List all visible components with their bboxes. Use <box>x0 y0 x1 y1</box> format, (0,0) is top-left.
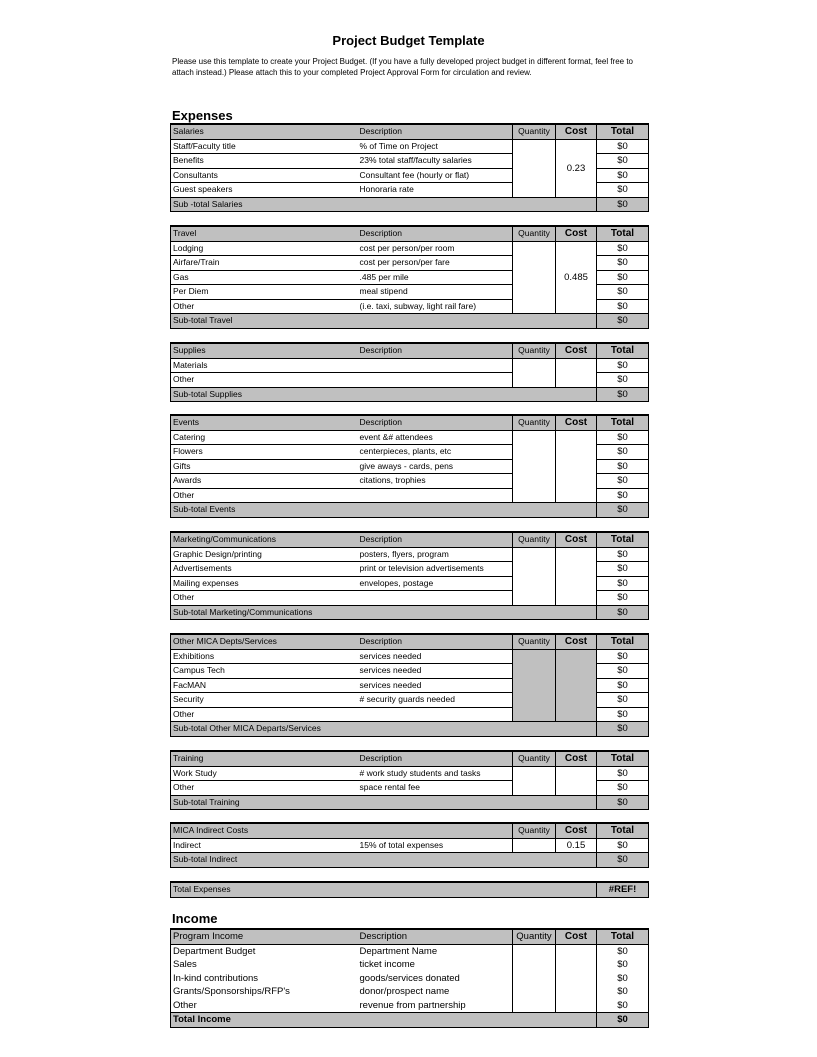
cost-cell <box>556 766 597 795</box>
cost-cell <box>556 944 597 1013</box>
total-expenses-row <box>171 882 649 897</box>
line-description: posters, flyers, program <box>358 547 513 562</box>
line-total: $0 <box>597 707 649 722</box>
line-total: $0 <box>597 139 649 154</box>
total-expenses-value: #REF! <box>597 882 649 897</box>
section-name: Supplies <box>171 343 358 358</box>
table-row <box>171 139 649 154</box>
description-header: Description <box>358 124 513 139</box>
total-income-label: Total Income <box>171 1013 597 1028</box>
line-description: 23% total staff/faculty salaries <box>358 154 513 169</box>
line-item: Other <box>171 373 358 388</box>
description-header: Description <box>358 634 513 649</box>
section-header-row <box>171 823 649 838</box>
cost-cell <box>556 430 597 503</box>
line-total: $0 <box>597 838 649 853</box>
line-description: (i.e. taxi, subway, light rail fare) <box>358 299 513 314</box>
expenses-heading: Expenses <box>172 108 233 123</box>
line-description <box>358 707 513 722</box>
subtotal-value: $0 <box>597 387 649 402</box>
income-table <box>170 928 649 1028</box>
line-item: Staff/Faculty title <box>171 139 358 154</box>
line-total: $0 <box>597 183 649 198</box>
total-header: Total <box>597 415 649 430</box>
line-total: $0 <box>597 256 649 271</box>
subtotal-row <box>171 314 649 329</box>
line-description: space rental fee <box>358 781 513 796</box>
line-description: Honoraria rate <box>358 183 513 198</box>
line-item: Flowers <box>171 445 358 460</box>
quantity-cell <box>513 766 556 795</box>
total-header: Total <box>597 751 649 766</box>
total-income-value: $0 <box>597 1013 649 1028</box>
quantity-header: Quantity <box>513 226 556 241</box>
subtotal-label: Sub-total Indirect <box>171 853 597 868</box>
section-name: Training <box>171 751 358 766</box>
quantity-cell <box>513 241 556 314</box>
cost-header: Cost <box>556 823 597 838</box>
description-header: Description <box>358 226 513 241</box>
line-total: $0 <box>597 270 649 285</box>
quantity-header: Quantity <box>513 929 556 944</box>
line-description <box>358 591 513 606</box>
quantity-cell <box>513 649 556 722</box>
line-total: $0 <box>597 241 649 256</box>
subtotal-value: $0 <box>597 314 649 329</box>
line-item: Guest speakers <box>171 183 358 198</box>
line-item: Lodging <box>171 241 358 256</box>
section-name: Travel <box>171 226 358 241</box>
income-total: $0 <box>597 944 649 958</box>
subtotal-label: Sub-total Training <box>171 795 597 810</box>
description-header: Description <box>358 929 513 944</box>
line-total: $0 <box>597 693 649 708</box>
line-item: Benefits <box>171 154 358 169</box>
line-total: $0 <box>597 562 649 577</box>
line-item: Other <box>171 781 358 796</box>
line-item: Security <box>171 693 358 708</box>
line-item: Graphic Design/printing <box>171 547 358 562</box>
line-item: Materials <box>171 358 358 373</box>
cost-header: Cost <box>556 343 597 358</box>
line-total: $0 <box>597 488 649 503</box>
expense-table <box>170 414 649 518</box>
quantity-header: Quantity <box>513 343 556 358</box>
section-header-row <box>171 532 649 547</box>
subtotal-row <box>171 605 649 620</box>
subtotal-row <box>171 795 649 810</box>
total-header: Total <box>597 124 649 139</box>
line-description: event &# attendees <box>358 430 513 445</box>
subtotal-label: Sub-total Travel <box>171 314 597 329</box>
cost-header: Cost <box>556 634 597 649</box>
expense-table <box>170 342 649 402</box>
description-header: Description <box>358 415 513 430</box>
table-row <box>171 547 649 562</box>
line-item: Indirect <box>171 838 358 853</box>
line-total: $0 <box>597 459 649 474</box>
line-item: Other <box>171 591 358 606</box>
line-description: Consultant fee (hourly or flat) <box>358 168 513 183</box>
section-header-row <box>171 634 649 649</box>
line-description: give aways - cards, pens <box>358 459 513 474</box>
line-total: $0 <box>597 373 649 388</box>
line-description: cost per person/per room <box>358 241 513 256</box>
section-name: Salaries <box>171 124 358 139</box>
table-row <box>171 838 649 853</box>
section-header-row <box>171 343 649 358</box>
line-total: $0 <box>597 766 649 781</box>
line-description <box>358 488 513 503</box>
quantity-header: Quantity <box>513 634 556 649</box>
section-name: Events <box>171 415 358 430</box>
line-item: Gas <box>171 270 358 285</box>
quantity-header: Quantity <box>513 124 556 139</box>
intro-text: Please use this template to create your Project Budget. (If you have a fully developed project budget in different format, feel free to attach instead.) Please attach this to your completed Project Approval Form for circulation and review. <box>172 57 634 77</box>
cost-header: Cost <box>556 532 597 547</box>
cost-cell <box>556 547 597 605</box>
page-title: Project Budget Template <box>332 33 485 48</box>
expense-table <box>170 633 649 737</box>
quantity-header: Quantity <box>513 751 556 766</box>
expense-table <box>170 750 649 810</box>
total-header: Total <box>597 823 649 838</box>
description-header: Description <box>358 532 513 547</box>
income-item: Sales <box>171 958 358 972</box>
cost-cell <box>556 358 597 387</box>
cost-cell: 0.15 <box>556 838 597 853</box>
cost-header: Cost <box>556 124 597 139</box>
section-name: Other MICA Depts/Services <box>171 634 358 649</box>
section-name: MICA Indirect Costs <box>171 823 358 838</box>
quantity-cell <box>513 358 556 387</box>
line-description: # security guards needed <box>358 693 513 708</box>
total-header: Total <box>597 343 649 358</box>
line-total: $0 <box>597 358 649 373</box>
line-description: # work study students and tasks <box>358 766 513 781</box>
line-item: Other <box>171 299 358 314</box>
section-name: Marketing/Communications <box>171 532 358 547</box>
cost-cell <box>556 649 597 722</box>
subtotal-value: $0 <box>597 795 649 810</box>
subtotal-label: Sub -total Salaries <box>171 197 597 212</box>
quantity-header: Quantity <box>513 823 556 838</box>
line-total: $0 <box>597 678 649 693</box>
cost-header: Cost <box>556 226 597 241</box>
income-description: goods/services donated <box>358 972 513 986</box>
line-total: $0 <box>597 445 649 460</box>
line-description: services needed <box>358 649 513 664</box>
line-description: meal stipend <box>358 285 513 300</box>
total-header: Total <box>597 226 649 241</box>
subtotal-row <box>171 387 649 402</box>
income-total: $0 <box>597 985 649 999</box>
line-item: FacMAN <box>171 678 358 693</box>
income-description: donor/prospect name <box>358 985 513 999</box>
description-header: Description <box>358 343 513 358</box>
subtotal-label: Sub-total Supplies <box>171 387 597 402</box>
line-description: % of Time on Project <box>358 139 513 154</box>
quantity-cell <box>513 838 556 853</box>
line-description: citations, trophies <box>358 474 513 489</box>
description-header <box>358 823 513 838</box>
cost-header: Cost <box>556 415 597 430</box>
line-description: envelopes, postage <box>358 576 513 591</box>
line-description <box>358 373 513 388</box>
income-header-row <box>171 929 649 944</box>
income-item: In-kind contributions <box>171 972 358 986</box>
line-total: $0 <box>597 576 649 591</box>
line-description: .485 per mile <box>358 270 513 285</box>
income-section-name: Program Income <box>171 929 358 944</box>
total-expenses-table <box>170 881 649 898</box>
line-description: centerpieces, plants, etc <box>358 445 513 460</box>
cost-header: Cost <box>556 929 597 944</box>
line-total: $0 <box>597 547 649 562</box>
line-description <box>358 358 513 373</box>
quantity-cell <box>513 547 556 605</box>
expense-table <box>170 225 649 329</box>
line-item: Other <box>171 707 358 722</box>
line-item: Consultants <box>171 168 358 183</box>
line-item: Campus Tech <box>171 664 358 679</box>
subtotal-row <box>171 503 649 518</box>
table-row <box>171 358 649 373</box>
line-item: Awards <box>171 474 358 489</box>
table-row <box>171 649 649 664</box>
cost-cell: 0.485 <box>556 241 597 314</box>
line-item: Catering <box>171 430 358 445</box>
income-item: Other <box>171 999 358 1013</box>
quantity-header: Quantity <box>513 532 556 547</box>
line-total: $0 <box>597 781 649 796</box>
income-heading: Income <box>172 911 218 926</box>
cost-cell: 0.23 <box>556 139 597 197</box>
subtotal-label: Sub-total Other MICA Departs/Services <box>171 722 597 737</box>
line-total: $0 <box>597 168 649 183</box>
subtotal-label: Sub-total Events <box>171 503 597 518</box>
income-total: $0 <box>597 999 649 1013</box>
section-header-row <box>171 226 649 241</box>
line-total: $0 <box>597 474 649 489</box>
line-total: $0 <box>597 591 649 606</box>
line-item: Mailing expenses <box>171 576 358 591</box>
line-item: Advertisements <box>171 562 358 577</box>
line-total: $0 <box>597 649 649 664</box>
line-total: $0 <box>597 299 649 314</box>
quantity-cell <box>513 139 556 197</box>
income-item: Grants/Sponsorships/RFP's <box>171 985 358 999</box>
subtotal-label: Sub-total Marketing/Communications <box>171 605 597 620</box>
income-description: Department Name <box>358 944 513 958</box>
line-item: Gifts <box>171 459 358 474</box>
subtotal-row <box>171 853 649 868</box>
expense-table <box>170 822 649 868</box>
table-row <box>171 944 649 958</box>
quantity-cell <box>513 430 556 503</box>
expense-table <box>170 531 649 620</box>
expense-table <box>170 123 649 212</box>
quantity-header: Quantity <box>513 415 556 430</box>
income-description: revenue from partnership <box>358 999 513 1013</box>
subtotal-value: $0 <box>597 503 649 518</box>
total-expenses-label: Total Expenses <box>171 882 597 897</box>
section-header-row <box>171 124 649 139</box>
line-total: $0 <box>597 154 649 169</box>
income-total: $0 <box>597 972 649 986</box>
line-description: print or television advertisements <box>358 562 513 577</box>
line-description: 15% of total expenses <box>358 838 513 853</box>
table-row <box>171 430 649 445</box>
subtotal-value: $0 <box>597 197 649 212</box>
table-row <box>171 766 649 781</box>
table-row <box>171 241 649 256</box>
total-income-row <box>171 1013 649 1028</box>
subtotal-value: $0 <box>597 853 649 868</box>
total-header: Total <box>597 532 649 547</box>
section-header-row <box>171 751 649 766</box>
subtotal-row <box>171 197 649 212</box>
subtotal-row <box>171 722 649 737</box>
income-total: $0 <box>597 958 649 972</box>
total-header: Total <box>597 929 649 944</box>
income-item: Department Budget <box>171 944 358 958</box>
description-header: Description <box>358 751 513 766</box>
line-total: $0 <box>597 430 649 445</box>
line-description: cost per person/per fare <box>358 256 513 271</box>
cost-header: Cost <box>556 751 597 766</box>
line-description: services needed <box>358 678 513 693</box>
section-header-row <box>171 415 649 430</box>
line-item: Exhibitions <box>171 649 358 664</box>
line-item: Per Diem <box>171 285 358 300</box>
line-item: Airfare/Train <box>171 256 358 271</box>
subtotal-value: $0 <box>597 605 649 620</box>
subtotal-value: $0 <box>597 722 649 737</box>
income-description: ticket income <box>358 958 513 972</box>
quantity-cell <box>513 944 556 1013</box>
line-total: $0 <box>597 285 649 300</box>
total-header: Total <box>597 634 649 649</box>
line-item: Work Study <box>171 766 358 781</box>
line-total: $0 <box>597 664 649 679</box>
line-description: services needed <box>358 664 513 679</box>
line-item: Other <box>171 488 358 503</box>
